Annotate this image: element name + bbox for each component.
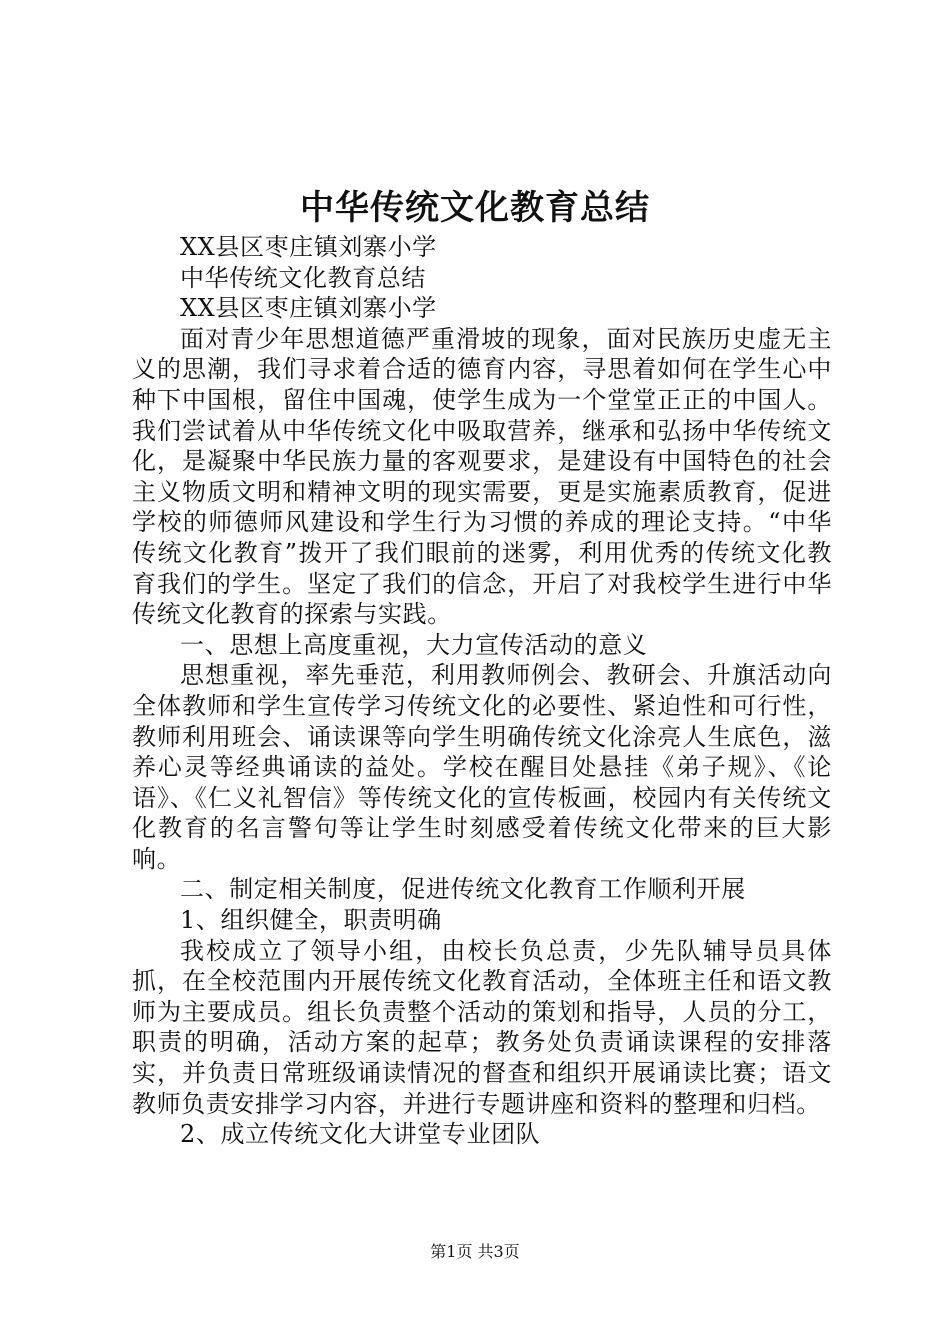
paragraph-section-1: 思想重视，率先垂范，利用教师例会、教研会、升旗活动向全体教师和学生宣传学习传统文化的必要性、紧迫性和可行性，教师利用班会、诵读课等向学生明确传统文化涂亮人生底色，滋养心灵等经典诵读的益处。学校在醒目处悬挂《弟子规》、《论语》、《仁义礼智信》等传统文化的宣传板画，校园内有关传统文化教育的名言警句等让学生时刻感受着传统文化带来的巨大影响。 [132,661,832,873]
paragraph-school-name-repeat: XX县区枣庄镇刘寨小学 [180,294,437,323]
section-heading-2: 二、制定相关制度，促进传统文化教育工作顺利开展 [180,875,746,904]
paragraph-introduction: 面对青少年思想道德严重滑坡的现象，面对民族历史虚无主义的思潮，我们寻求着合适的德育内容，寻思着如何在学生心中种下中国根，留住中国魂，使学生成为一个堂堂正正的中国人。我们尝试着从中华传统文化中吸取营养，继承和弘扬中华传统文化，是凝聚中华民族力量的客观要求，是建设有中国特色的社会主义物质文明和精神文明的现实需要，更是实施素质教育，促进学校的师德师风建设和学生行为习惯的养成的理论支持。“中华传统文化教育”拨开了我们眼前的迷雾，利用优秀的传统文化教育我们的学生。坚定了我们的信念，开启了对我校学生进行中华传统文化教育的探索与实践。 [132,324,832,629]
page-number-footer: 第1页 共3页 [430,1242,520,1261]
document-body [132,232,832,1150]
subsection-heading-2: 2、成立传统文化大讲堂专业团队 [180,1120,541,1149]
paragraph-school-name: XX县区枣庄镇刘寨小学 [180,233,437,261]
paragraph-subtitle: 中华传统文化教育总结 [180,263,426,292]
document-title: 中华传统文化教育总结 [300,188,650,228]
paragraph-subsection-1: 我校成立了领导小组，由校长负总责，少先队辅导员具体抓，在全校范围内开展传统文化教育活动，全体班主任和语文教师为主要成员。组长负责整个活动的策划和指导，人员的分工，职责的明确，活动方案的起草；教务处负责诵读课程的安排落实，并负责日常班级诵读情况的督查和组织开展诵读比赛；语文教师负责安排学习内容，并进行专题讲座和资料的整理和归档。 [132,936,832,1118]
subsection-heading-1: 1、组织健全，职责明确 [180,906,442,935]
section-heading-1: 一、思想上高度重视，大力宣传活动的意义 [180,630,648,659]
